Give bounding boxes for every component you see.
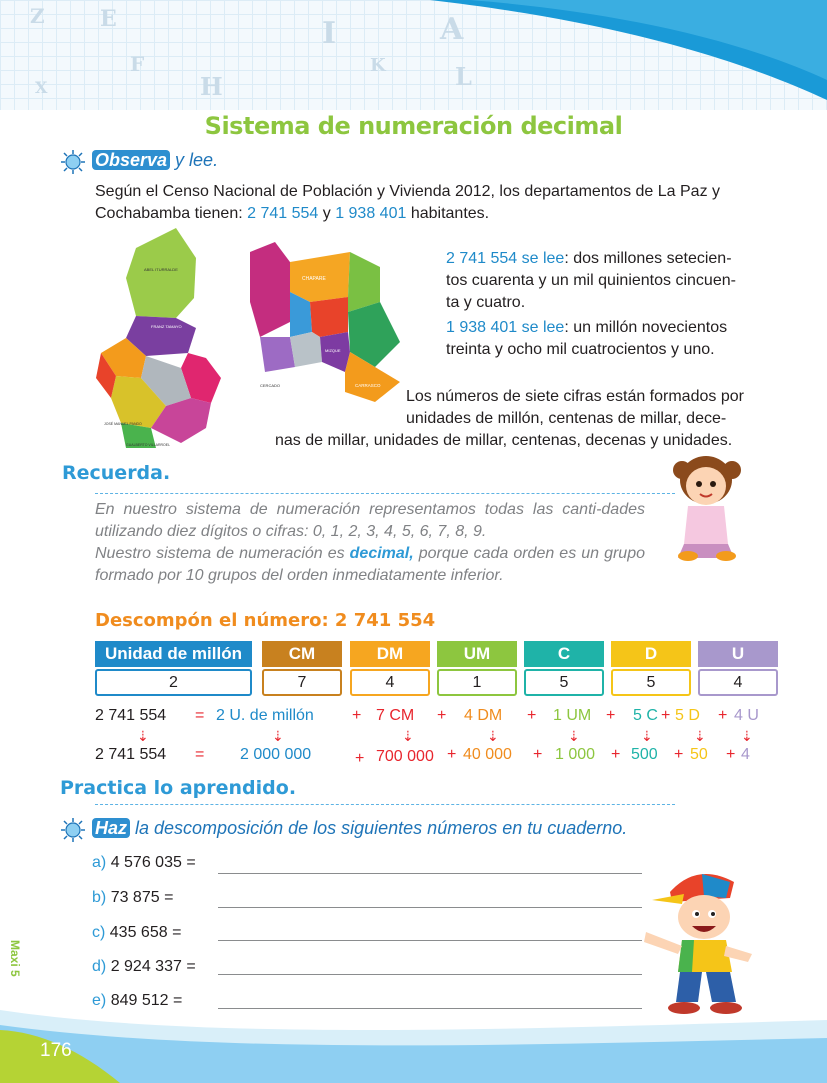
table-value-cell: 7 bbox=[262, 669, 342, 696]
page-number: 176 bbox=[40, 1040, 72, 1061]
exercise-number: 849 512 = bbox=[110, 992, 183, 1009]
exercise-item bbox=[92, 889, 173, 907]
table-value-cell: 5 bbox=[524, 669, 604, 696]
reading-line-2a bbox=[446, 317, 727, 339]
table-header-cell: DM bbox=[350, 641, 430, 667]
expansion-term: 7 CM bbox=[376, 707, 415, 724]
expansion-value: 500 bbox=[631, 746, 658, 763]
down-arrow-icon: ⇣ bbox=[694, 728, 706, 744]
exercise-letter: a) bbox=[92, 854, 107, 871]
header-letter: Z bbox=[30, 4, 45, 28]
table-header-cell: Unidad de millón bbox=[95, 641, 252, 667]
reading-line-2b: treinta y ocho mil cuatrocientos y uno. bbox=[446, 341, 715, 358]
practica-heading: Practica lo aprendido. bbox=[60, 777, 297, 799]
table-header-cell: D bbox=[611, 641, 691, 667]
reading-line-1b: tos cuarenta y un mil quinientos cincuen- bbox=[446, 272, 736, 289]
star-bullet-icon bbox=[60, 149, 86, 175]
expansion-plus: + bbox=[611, 746, 621, 763]
table-value-cell: 2 bbox=[95, 669, 252, 696]
intro-line-1: Según el Censo Nacional de Población y Vivienda 2012, los departamentos de La Paz y bbox=[95, 183, 721, 200]
intro-tail: habitantes. bbox=[406, 205, 490, 222]
exercise-item bbox=[92, 958, 196, 976]
haz-instruction bbox=[92, 818, 627, 839]
intro-conjunction: y bbox=[318, 205, 336, 222]
header-band bbox=[0, 0, 827, 110]
expansion-plus: + bbox=[661, 707, 671, 724]
map-label: CARRASCO bbox=[355, 383, 381, 388]
table-value-cell: 5 bbox=[611, 669, 691, 696]
expansion-plus: + bbox=[726, 746, 736, 763]
recuerda-paragraph-1: En nuestro sistema de numeración representamos todas las canti-dades utilizando diez dígitos o cifras: 0, 1, 2, 3, 4, 5, 6, 7, 8, 9. bbox=[95, 501, 645, 540]
exercise-letter: e) bbox=[92, 992, 107, 1009]
header-letter: E bbox=[100, 6, 117, 32]
star-bullet-icon bbox=[60, 817, 86, 843]
answer-line[interactable] bbox=[218, 907, 642, 908]
haz-rest: la descomposición de los siguientes números en tu cuaderno. bbox=[130, 818, 628, 838]
seven-digits-line-3: nas de millar, unidades de millar, centenas, decenas y unidades. bbox=[275, 432, 733, 449]
header-letter: A bbox=[440, 12, 464, 47]
intro-line-2 bbox=[95, 203, 489, 225]
la-paz-map bbox=[96, 228, 236, 450]
header-letter: X bbox=[35, 78, 48, 97]
map-label: FRANZ TAMAYO bbox=[151, 324, 182, 329]
observa-rest: y lee. bbox=[170, 150, 219, 170]
descompon-heading: Descompón el número: 2 741 554 bbox=[95, 610, 436, 631]
expansion-term: 4 DM bbox=[464, 707, 503, 724]
expansion-term: 5 C bbox=[633, 707, 658, 724]
recuerda-paragraph-2c: porque cada orden es un grupo formado por 10 grupos del orden inmediatamente inferior. bbox=[95, 545, 645, 584]
down-arrow-icon: ⇣ bbox=[487, 728, 499, 744]
expansion-plus: + bbox=[447, 746, 457, 763]
table-header-cell: CM bbox=[262, 641, 342, 667]
answer-line[interactable] bbox=[218, 974, 642, 975]
header-letter: I bbox=[322, 16, 337, 51]
answer-line[interactable] bbox=[218, 873, 642, 874]
expansion-plus: + bbox=[533, 746, 543, 763]
reading-line-1a bbox=[446, 248, 732, 270]
expansion-plus: + bbox=[437, 707, 447, 724]
expansion-value: 4 bbox=[741, 746, 750, 763]
girl-illustration bbox=[668, 448, 748, 563]
footer-wave-graphic bbox=[0, 1000, 827, 1083]
expansion-value: 40 000 bbox=[463, 746, 512, 763]
header-letter: F bbox=[130, 52, 145, 76]
expansion-value: 50 bbox=[690, 746, 708, 763]
expansion-equals: = bbox=[195, 707, 205, 724]
recuerda-heading: Recuerda. bbox=[62, 462, 171, 484]
exercise-letter: d) bbox=[92, 958, 107, 975]
exercise-number: 73 875 = bbox=[110, 889, 174, 906]
intro-text: Cochabamba tienen: bbox=[95, 205, 248, 222]
table-value-cell: 1 bbox=[437, 669, 517, 696]
table-header-cell: C bbox=[524, 641, 604, 667]
expansion-equals: = bbox=[195, 746, 205, 763]
observa-instruction bbox=[92, 150, 218, 171]
book-name: Maxi 5 bbox=[8, 940, 22, 977]
answer-line[interactable] bbox=[218, 940, 642, 941]
table-header-cell: U bbox=[698, 641, 778, 667]
expansion-value: 700 000 bbox=[376, 748, 434, 765]
exercise-item bbox=[92, 924, 181, 942]
expansion-term: 1 UM bbox=[553, 707, 592, 724]
table-value-cell: 4 bbox=[698, 669, 778, 696]
table-header-cell: UM bbox=[437, 641, 517, 667]
recuerda-text bbox=[95, 499, 645, 587]
expansion-lhs: 2 741 554 bbox=[95, 746, 167, 763]
exercise-number: 2 924 337 = bbox=[110, 958, 196, 975]
down-arrow-icon: ⇣ bbox=[137, 728, 149, 744]
expansion-term: 2 U. de millón bbox=[216, 707, 314, 724]
reading-number-1: 2 741 554 se lee bbox=[446, 250, 565, 267]
expansion-plus: + bbox=[527, 707, 537, 724]
header-letter: L bbox=[455, 62, 472, 91]
recuerda-paragraph-2a: Nuestro sistema de numeración es bbox=[95, 545, 350, 562]
map-label: JOSÉ MANUEL PANDO bbox=[104, 422, 142, 426]
header-letter: K bbox=[370, 55, 386, 76]
down-arrow-icon: ⇣ bbox=[741, 728, 753, 744]
exercise-number: 435 658 = bbox=[109, 924, 182, 941]
cochabamba-map bbox=[250, 242, 405, 407]
exercise-item bbox=[92, 854, 196, 872]
expansion-plus: + bbox=[674, 746, 684, 763]
expansion-term: 4 U bbox=[734, 707, 759, 724]
map-label: CERCADO bbox=[260, 383, 281, 388]
header-letter: H bbox=[200, 72, 223, 101]
page-title: Sistema de numeración decimal bbox=[204, 112, 623, 140]
down-arrow-icon: ⇣ bbox=[641, 728, 653, 744]
reading-text-2a: : un millón novecientos bbox=[564, 319, 728, 336]
reading-number-2: 1 938 401 se lee bbox=[446, 319, 565, 336]
expansion-lhs: 2 741 554 bbox=[95, 707, 167, 724]
boy-illustration bbox=[642, 862, 762, 1020]
observa-highlight: Observa bbox=[92, 150, 170, 170]
expansion-plus: + bbox=[718, 707, 728, 724]
expansion-value: 1 000 bbox=[555, 746, 596, 763]
exercise-letter: b) bbox=[92, 889, 107, 906]
exercise-letter: c) bbox=[92, 924, 106, 941]
map-label: CHAPARE bbox=[302, 276, 326, 282]
table-value-cell: 4 bbox=[350, 669, 430, 696]
seven-digits-line-1: Los números de siete cifras están formados por bbox=[406, 388, 744, 405]
down-arrow-icon: ⇣ bbox=[568, 728, 580, 744]
haz-highlight: Haz bbox=[92, 818, 130, 838]
expansion-term: 5 D bbox=[675, 707, 700, 724]
intro-number-cochabamba: 1 938 401 bbox=[335, 205, 407, 222]
reading-text-1a: : dos millones setecien- bbox=[564, 250, 732, 267]
header-wave-graphic bbox=[0, 0, 827, 110]
reading-line-1c: ta y cuatro. bbox=[446, 294, 526, 311]
expansion-plus: + bbox=[606, 707, 616, 724]
expansion-plus: + bbox=[355, 750, 365, 767]
dotted-divider bbox=[95, 493, 675, 494]
expansion-plus: + bbox=[352, 707, 362, 724]
seven-digits-line-2: unidades de millón, centenas de millar, dece- bbox=[406, 410, 727, 427]
map-label: ABEL ITURRALDE bbox=[144, 267, 178, 272]
down-arrow-icon: ⇣ bbox=[272, 728, 284, 744]
map-label: MIZQUE bbox=[325, 348, 341, 353]
map-label: GUALBERTO VILLARROEL bbox=[126, 443, 171, 447]
intro-number-lapaz: 2 741 554 bbox=[247, 205, 319, 222]
exercise-number: 4 576 035 = bbox=[110, 854, 196, 871]
expansion-value: 2 000 000 bbox=[240, 746, 312, 763]
recuerda-decimal-highlight: decimal, bbox=[349, 545, 414, 562]
dotted-divider bbox=[95, 804, 675, 805]
down-arrow-icon: ⇣ bbox=[402, 728, 414, 744]
